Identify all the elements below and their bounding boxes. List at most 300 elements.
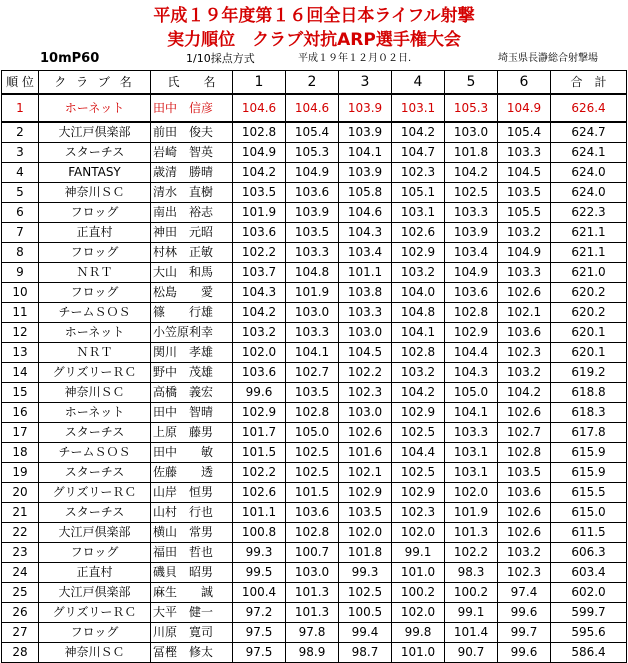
series-3-score-cell: 102.1 xyxy=(339,463,392,483)
table-row xyxy=(2,343,627,363)
total-score-cell: 620.2 xyxy=(551,303,627,323)
results-body xyxy=(2,94,627,663)
series-2-score-cell: 105.3 xyxy=(286,143,339,163)
shooter-name-cell: 横山 常男 xyxy=(151,523,233,543)
series-4-score-cell: 103.2 xyxy=(392,263,445,283)
series-6-score-cell: 103.3 xyxy=(498,263,551,283)
total-score-cell: 615.0 xyxy=(551,503,627,523)
series-2-score-cell: 104.6 xyxy=(286,94,339,122)
event-label: 10mP60 xyxy=(40,51,100,66)
table-row xyxy=(2,94,627,122)
series-4-score-cell: 100.2 xyxy=(392,583,445,603)
table-row xyxy=(2,383,627,403)
series-3-score-cell: 103.3 xyxy=(339,303,392,323)
table-row xyxy=(2,463,627,483)
club-cell: フロッグ xyxy=(39,623,151,643)
rank-cell: 13 xyxy=(2,343,39,363)
series-4-score-cell: 104.0 xyxy=(392,283,445,303)
series-2-score-cell: 103.5 xyxy=(286,383,339,403)
series-6-score-cell: 102.3 xyxy=(498,343,551,363)
series-4-score-cell: 102.6 xyxy=(392,223,445,243)
club-cell: スターチス xyxy=(39,503,151,523)
series-6-score-cell: 102.3 xyxy=(498,563,551,583)
series-5-score-cell: 104.9 xyxy=(445,263,498,283)
series-4-score-cell: 104.4 xyxy=(392,443,445,463)
total-score-cell: 624.0 xyxy=(551,183,627,203)
total-score-cell: 603.4 xyxy=(551,563,627,583)
shooter-name-cell: 歳清 勝晴 xyxy=(151,163,233,183)
shooter-name-cell: 清水 直樹 xyxy=(151,183,233,203)
rank-cell: 17 xyxy=(2,423,39,443)
series-4-score-cell: 102.0 xyxy=(392,603,445,623)
series-3-score-cell: 98.7 xyxy=(339,643,392,663)
total-score-cell: 611.5 xyxy=(551,523,627,543)
rank-cell: 21 xyxy=(2,503,39,523)
rank-cell: 9 xyxy=(2,263,39,283)
rank-cell: 5 xyxy=(2,183,39,203)
series-4-score-cell: 102.9 xyxy=(392,483,445,503)
series-1-score-cell: 102.9 xyxy=(233,403,286,423)
series-5-score-cell: 101.8 xyxy=(445,143,498,163)
total-score-cell: 586.4 xyxy=(551,643,627,663)
table-row xyxy=(2,623,627,643)
series-3-score-cell: 101.6 xyxy=(339,443,392,463)
series-5-score-cell: 103.3 xyxy=(445,423,498,443)
shooter-name-cell: 岩崎 智英 xyxy=(151,143,233,163)
series-5-score-cell: 103.1 xyxy=(445,463,498,483)
rank-cell: 24 xyxy=(2,563,39,583)
total-score-cell: 606.3 xyxy=(551,543,627,563)
series-5-score-cell: 102.0 xyxy=(445,483,498,503)
total-score-cell: 599.7 xyxy=(551,603,627,623)
series-6-score-cell: 102.6 xyxy=(498,523,551,543)
shooter-name-cell: 上原 藤男 xyxy=(151,423,233,443)
venue-label: 埼玉県長瀞総合射撃場 xyxy=(498,53,598,64)
series-1-score-cell: 99.5 xyxy=(233,563,286,583)
series-3-score-cell: 103.4 xyxy=(339,243,392,263)
shooter-name-cell: 田中 信彦 xyxy=(151,94,233,122)
table-row xyxy=(2,603,627,623)
table-row xyxy=(2,503,627,523)
club-cell: ホーネット xyxy=(39,323,151,343)
total-score-cell: 621.0 xyxy=(551,263,627,283)
rank-cell: 15 xyxy=(2,383,39,403)
series-1-score-cell: 102.2 xyxy=(233,463,286,483)
series-6-score-cell: 104.9 xyxy=(498,94,551,122)
series-6-score-cell: 104.5 xyxy=(498,163,551,183)
table-row xyxy=(2,323,627,343)
series-4-score-cell: 102.0 xyxy=(392,523,445,543)
table-row xyxy=(2,183,627,203)
club-cell: ＮＲＴ xyxy=(39,343,151,363)
series-5-score-cell: 102.8 xyxy=(445,303,498,323)
series-5-score-cell: 102.5 xyxy=(445,183,498,203)
series-1-score-cell: 102.2 xyxy=(233,243,286,263)
series-4-score-cell: 99.8 xyxy=(392,623,445,643)
series-3-score-cell: 102.9 xyxy=(339,483,392,503)
series-1-score-cell: 103.2 xyxy=(233,323,286,343)
series-5-score-cell: 103.1 xyxy=(445,443,498,463)
total-score-cell: 622.3 xyxy=(551,203,627,223)
series-3-score-cell: 103.0 xyxy=(339,323,392,343)
series-6-score-cell: 99.6 xyxy=(498,643,551,663)
table-row xyxy=(2,303,627,323)
rank-cell: 4 xyxy=(2,163,39,183)
series-3-score-cell: 103.0 xyxy=(339,403,392,423)
club-cell: 大江戸倶楽部 xyxy=(39,122,151,143)
series-3-score-cell: 104.3 xyxy=(339,223,392,243)
total-score-cell: 595.6 xyxy=(551,623,627,643)
total-score-cell: 620.2 xyxy=(551,283,627,303)
series-6-score-cell: 105.4 xyxy=(498,122,551,143)
shooter-name-cell: 松島 愛 xyxy=(151,283,233,303)
series-3-score-cell: 103.9 xyxy=(339,94,392,122)
table-row xyxy=(2,483,627,503)
rank-cell: 12 xyxy=(2,323,39,343)
event-date-label: 平成１９年１２月０２日. xyxy=(298,53,412,64)
rank-cell: 11 xyxy=(2,303,39,323)
series-2-score-cell: 105.4 xyxy=(286,122,339,143)
series-2-score-cell: 97.8 xyxy=(286,623,339,643)
series-1-score-cell: 101.1 xyxy=(233,503,286,523)
table-row xyxy=(2,163,627,183)
series-6-score-cell: 102.8 xyxy=(498,443,551,463)
series-6-score-cell: 105.5 xyxy=(498,203,551,223)
club-cell: グリズリーＲＣ xyxy=(39,483,151,503)
series-2-score-cell: 100.7 xyxy=(286,543,339,563)
club-cell: スターチス xyxy=(39,423,151,443)
series-6-score-cell: 103.5 xyxy=(498,183,551,203)
series-1-score-cell: 102.8 xyxy=(233,122,286,143)
shooter-name-cell: 村林 正敏 xyxy=(151,243,233,263)
column-header-rank: 順 位 xyxy=(2,71,39,95)
club-cell: ホーネット xyxy=(39,403,151,423)
series-1-score-cell: 103.6 xyxy=(233,363,286,383)
club-cell: 大江戸倶楽部 xyxy=(39,583,151,603)
series-5-score-cell: 104.4 xyxy=(445,343,498,363)
table-row xyxy=(2,363,627,383)
shooter-name-cell: 川原 寛司 xyxy=(151,623,233,643)
series-1-score-cell: 99.3 xyxy=(233,543,286,563)
series-5-score-cell: 101.3 xyxy=(445,523,498,543)
column-header-series-3: 3 xyxy=(339,71,392,95)
series-6-score-cell: 104.9 xyxy=(498,243,551,263)
series-2-score-cell: 101.3 xyxy=(286,583,339,603)
table-row xyxy=(2,423,627,443)
series-5-score-cell: 101.4 xyxy=(445,623,498,643)
page-subtitle: 実力順位 クラブ対抗ARP選手権大会 xyxy=(167,30,461,50)
club-cell: 正直村 xyxy=(39,563,151,583)
shooter-name-cell: 高橋 義宏 xyxy=(151,383,233,403)
column-header-series-1: 1 xyxy=(233,71,286,95)
series-3-score-cell: 101.8 xyxy=(339,543,392,563)
rank-cell: 10 xyxy=(2,283,39,303)
club-cell: 大江戸倶楽部 xyxy=(39,523,151,543)
series-1-score-cell: 104.3 xyxy=(233,283,286,303)
shooter-name-cell: 神田 元昭 xyxy=(151,223,233,243)
column-header-club: ク ラ ブ 名 xyxy=(39,71,151,95)
club-cell: チームＳＯＳ xyxy=(39,303,151,323)
page-title: 平成１９年度第１６回全日本ライフル射撃 xyxy=(153,6,475,26)
total-score-cell: 618.3 xyxy=(551,403,627,423)
series-1-score-cell: 101.5 xyxy=(233,443,286,463)
series-5-score-cell: 98.3 xyxy=(445,563,498,583)
rank-cell: 1 xyxy=(2,94,39,122)
series-1-score-cell: 100.8 xyxy=(233,523,286,543)
series-2-score-cell: 103.3 xyxy=(286,243,339,263)
series-2-score-cell: 103.9 xyxy=(286,203,339,223)
table-row xyxy=(2,283,627,303)
shooter-name-cell: 大平 健一 xyxy=(151,603,233,623)
total-score-cell: 615.5 xyxy=(551,483,627,503)
club-cell: チームＳＯＳ xyxy=(39,443,151,463)
total-score-cell: 618.8 xyxy=(551,383,627,403)
series-2-score-cell: 101.3 xyxy=(286,603,339,623)
results-table xyxy=(1,70,627,663)
club-cell: 神奈川ＳＣ xyxy=(39,643,151,663)
series-1-score-cell: 97.2 xyxy=(233,603,286,623)
rank-cell: 6 xyxy=(2,203,39,223)
club-cell: グリズリーＲＣ xyxy=(39,603,151,623)
rank-cell: 20 xyxy=(2,483,39,503)
series-4-score-cell: 99.1 xyxy=(392,543,445,563)
shooter-name-cell: 田中 智晴 xyxy=(151,403,233,423)
series-1-score-cell: 102.0 xyxy=(233,343,286,363)
total-score-cell: 621.1 xyxy=(551,223,627,243)
series-3-score-cell: 104.6 xyxy=(339,203,392,223)
series-2-score-cell: 103.0 xyxy=(286,563,339,583)
table-row xyxy=(2,243,627,263)
total-score-cell: 624.1 xyxy=(551,143,627,163)
total-score-cell: 602.0 xyxy=(551,583,627,603)
shooter-name-cell: 山村 行也 xyxy=(151,503,233,523)
series-2-score-cell: 105.0 xyxy=(286,423,339,443)
shooter-name-cell: 佐藤 透 xyxy=(151,463,233,483)
series-4-score-cell: 104.2 xyxy=(392,122,445,143)
series-3-score-cell: 99.4 xyxy=(339,623,392,643)
series-6-score-cell: 99.7 xyxy=(498,623,551,643)
shooter-name-cell: 前田 俊夫 xyxy=(151,122,233,143)
club-cell: スターチス xyxy=(39,143,151,163)
series-6-score-cell: 103.2 xyxy=(498,363,551,383)
series-3-score-cell: 102.5 xyxy=(339,583,392,603)
series-2-score-cell: 103.0 xyxy=(286,303,339,323)
series-1-score-cell: 103.6 xyxy=(233,223,286,243)
table-row xyxy=(2,523,627,543)
rank-cell: 22 xyxy=(2,523,39,543)
series-2-score-cell: 103.3 xyxy=(286,323,339,343)
series-6-score-cell: 102.6 xyxy=(498,283,551,303)
series-4-score-cell: 103.1 xyxy=(392,94,445,122)
total-score-cell: 615.9 xyxy=(551,463,627,483)
series-5-score-cell: 103.6 xyxy=(445,283,498,303)
series-6-score-cell: 103.2 xyxy=(498,223,551,243)
series-3-score-cell: 100.5 xyxy=(339,603,392,623)
series-1-score-cell: 99.6 xyxy=(233,383,286,403)
series-2-score-cell: 102.5 xyxy=(286,443,339,463)
series-3-score-cell: 105.8 xyxy=(339,183,392,203)
table-row xyxy=(2,122,627,143)
shooter-name-cell: 山岸 恒男 xyxy=(151,483,233,503)
club-cell: スターチス xyxy=(39,463,151,483)
series-1-score-cell: 101.7 xyxy=(233,423,286,443)
rank-cell: 18 xyxy=(2,443,39,463)
scoring-method-label: 1/10採点方式 xyxy=(186,52,255,65)
series-1-score-cell: 104.6 xyxy=(233,94,286,122)
series-2-score-cell: 102.8 xyxy=(286,403,339,423)
series-3-score-cell: 102.3 xyxy=(339,383,392,403)
series-6-score-cell: 102.6 xyxy=(498,403,551,423)
total-score-cell: 615.9 xyxy=(551,443,627,463)
series-5-score-cell: 104.2 xyxy=(445,163,498,183)
total-score-cell: 626.4 xyxy=(551,94,627,122)
series-3-score-cell: 103.8 xyxy=(339,283,392,303)
series-5-score-cell: 105.0 xyxy=(445,383,498,403)
series-4-score-cell: 102.8 xyxy=(392,343,445,363)
series-5-score-cell: 103.9 xyxy=(445,223,498,243)
series-1-score-cell: 97.5 xyxy=(233,623,286,643)
series-6-score-cell: 103.2 xyxy=(498,543,551,563)
club-cell: フロッグ xyxy=(39,243,151,263)
series-1-score-cell: 102.6 xyxy=(233,483,286,503)
series-2-score-cell: 98.9 xyxy=(286,643,339,663)
series-1-score-cell: 103.7 xyxy=(233,263,286,283)
table-row xyxy=(2,223,627,243)
series-6-score-cell: 102.7 xyxy=(498,423,551,443)
series-3-score-cell: 104.1 xyxy=(339,143,392,163)
series-6-score-cell: 102.1 xyxy=(498,303,551,323)
rank-cell: 19 xyxy=(2,463,39,483)
series-6-score-cell: 102.6 xyxy=(498,503,551,523)
column-header-series-6: 6 xyxy=(498,71,551,95)
series-3-score-cell: 104.5 xyxy=(339,343,392,363)
series-2-score-cell: 103.5 xyxy=(286,223,339,243)
shooter-name-cell: 麻生 誠 xyxy=(151,583,233,603)
column-header-series-5: 5 xyxy=(445,71,498,95)
table-row xyxy=(2,263,627,283)
series-2-score-cell: 102.5 xyxy=(286,463,339,483)
rank-cell: 3 xyxy=(2,143,39,163)
column-header-total: 合 計 xyxy=(551,71,627,95)
table-row xyxy=(2,543,627,563)
series-2-score-cell: 104.1 xyxy=(286,343,339,363)
table-row xyxy=(2,583,627,603)
column-header-series-4: 4 xyxy=(392,71,445,95)
table-row xyxy=(2,643,627,663)
series-3-score-cell: 103.9 xyxy=(339,163,392,183)
series-4-score-cell: 104.8 xyxy=(392,303,445,323)
column-header-series-2: 2 xyxy=(286,71,339,95)
rank-cell: 16 xyxy=(2,403,39,423)
series-5-score-cell: 104.1 xyxy=(445,403,498,423)
table-row xyxy=(2,443,627,463)
club-cell: ホーネット xyxy=(39,94,151,122)
series-4-score-cell: 102.3 xyxy=(392,163,445,183)
shooter-name-cell: 磯貝 昭男 xyxy=(151,563,233,583)
series-6-score-cell: 97.4 xyxy=(498,583,551,603)
series-1-score-cell: 104.2 xyxy=(233,303,286,323)
series-2-score-cell: 102.7 xyxy=(286,363,339,383)
series-4-score-cell: 102.9 xyxy=(392,243,445,263)
club-cell: フロッグ xyxy=(39,203,151,223)
series-3-score-cell: 103.9 xyxy=(339,122,392,143)
table-row xyxy=(2,203,627,223)
total-score-cell: 620.1 xyxy=(551,323,627,343)
series-5-score-cell: 103.0 xyxy=(445,122,498,143)
total-score-cell: 620.1 xyxy=(551,343,627,363)
series-2-score-cell: 104.9 xyxy=(286,163,339,183)
shooter-name-cell: 冨樫 修太 xyxy=(151,643,233,663)
total-score-cell: 617.8 xyxy=(551,423,627,443)
table-row xyxy=(2,563,627,583)
shooter-name-cell: 関川 孝雄 xyxy=(151,343,233,363)
rank-cell: 25 xyxy=(2,583,39,603)
table-header-row xyxy=(2,71,627,95)
series-1-score-cell: 100.4 xyxy=(233,583,286,603)
series-4-score-cell: 103.2 xyxy=(392,363,445,383)
series-5-score-cell: 101.9 xyxy=(445,503,498,523)
series-3-score-cell: 99.3 xyxy=(339,563,392,583)
series-5-score-cell: 102.9 xyxy=(445,323,498,343)
series-2-score-cell: 101.9 xyxy=(286,283,339,303)
rank-cell: 14 xyxy=(2,363,39,383)
series-6-score-cell: 103.3 xyxy=(498,143,551,163)
rank-cell: 23 xyxy=(2,543,39,563)
rank-cell: 8 xyxy=(2,243,39,263)
shooter-name-cell: 篠 行雄 xyxy=(151,303,233,323)
series-5-score-cell: 99.1 xyxy=(445,603,498,623)
series-5-score-cell: 104.3 xyxy=(445,363,498,383)
shooter-name-cell: 南出 裕志 xyxy=(151,203,233,223)
series-5-score-cell: 90.7 xyxy=(445,643,498,663)
series-2-score-cell: 102.8 xyxy=(286,523,339,543)
series-4-score-cell: 101.0 xyxy=(392,563,445,583)
series-6-score-cell: 99.6 xyxy=(498,603,551,623)
series-1-score-cell: 101.9 xyxy=(233,203,286,223)
series-3-score-cell: 102.0 xyxy=(339,523,392,543)
series-4-score-cell: 102.3 xyxy=(392,503,445,523)
shooter-name-cell: 田中 敏 xyxy=(151,443,233,463)
table-row xyxy=(2,403,627,423)
series-4-score-cell: 104.2 xyxy=(392,383,445,403)
series-6-score-cell: 103.6 xyxy=(498,323,551,343)
series-6-score-cell: 103.6 xyxy=(498,483,551,503)
series-2-score-cell: 104.8 xyxy=(286,263,339,283)
shooter-name-cell: 小笠原利幸 xyxy=(151,323,233,343)
series-4-score-cell: 104.7 xyxy=(392,143,445,163)
series-5-score-cell: 100.2 xyxy=(445,583,498,603)
club-cell: 正直村 xyxy=(39,223,151,243)
rank-cell: 2 xyxy=(2,122,39,143)
club-cell: 神奈川ＳＣ xyxy=(39,383,151,403)
series-3-score-cell: 101.1 xyxy=(339,263,392,283)
total-score-cell: 621.1 xyxy=(551,243,627,263)
series-4-score-cell: 103.1 xyxy=(392,203,445,223)
series-1-score-cell: 97.5 xyxy=(233,643,286,663)
series-4-score-cell: 102.5 xyxy=(392,423,445,443)
series-4-score-cell: 105.1 xyxy=(392,183,445,203)
club-cell: ＮＲＴ xyxy=(39,263,151,283)
series-5-score-cell: 103.4 xyxy=(445,243,498,263)
series-1-score-cell: 104.2 xyxy=(233,163,286,183)
club-cell: グリズリーＲＣ xyxy=(39,363,151,383)
rank-cell: 27 xyxy=(2,623,39,643)
series-3-score-cell: 103.5 xyxy=(339,503,392,523)
series-1-score-cell: 103.5 xyxy=(233,183,286,203)
total-score-cell: 624.7 xyxy=(551,122,627,143)
series-4-score-cell: 102.9 xyxy=(392,403,445,423)
club-cell: FANTASY xyxy=(39,163,151,183)
